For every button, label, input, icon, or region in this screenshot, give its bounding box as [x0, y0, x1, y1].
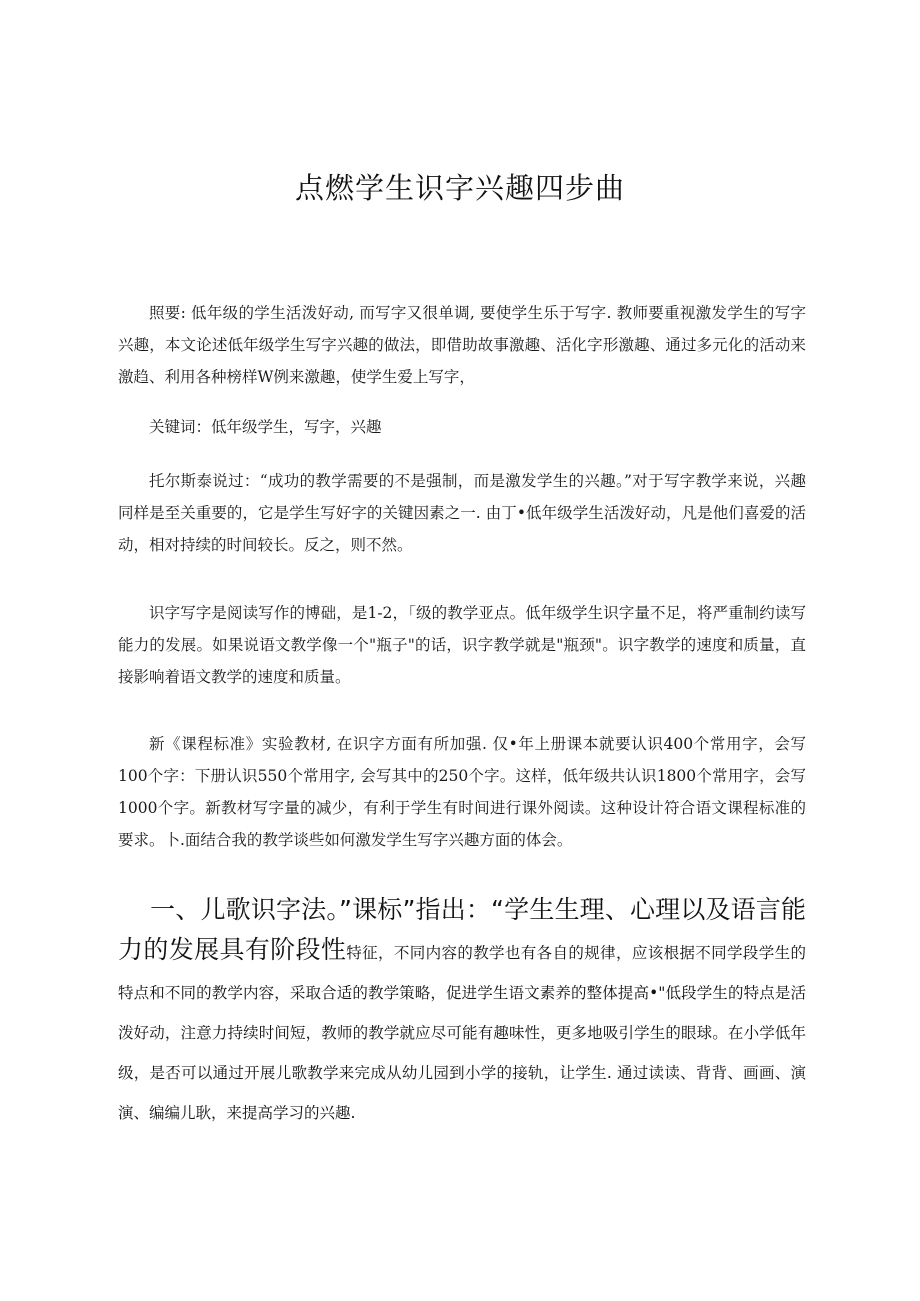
body-paragraph: 托尔斯泰说过：“成功的教学需要的不是强制，而是激发学生的兴趣。”对于写字教学来说，兴趣同样是至关重要的，它是学生写好字的关键因素之一. 由丁•低年级学生活泼好动，凡是他们喜爱的活动，相对持续的时间较长。反之，则不然。 — [118, 472, 806, 554]
section-one-heading: 一、儿歌识字法。”课标”指出：“学生生理、心理以及语言能力的发展具有阶段性 — [118, 895, 806, 964]
section-one-body: 特征，不同内容的教学也有各自的规律，应该根据不同学段学生的特点和不同的教学内容，采取合适的教学策略，促进学生语文素养的整体提高•"低段学生的特点是活泼好动，注意力持续时间短，教师的教学就应尽可能有趣味性，更多地吸引学生的眼球。在小学低年级，是否可以通过开展儿歌教学来完成从幼儿园到小学的接轨，让学生. 通过读读、背背、画画、演演、编编儿耿，来提高学习的兴趣. — [118, 944, 806, 1122]
section-one — [118, 890, 806, 1133]
keywords-line: 关键词：低年级学生，写字，兴趣 — [149, 418, 382, 436]
document-title: 点燃学生识字兴趣四步曲 — [294, 171, 625, 205]
body-paragraph: 识字写字是阅读写作的博础，是1-2，「级的教学亚点。低年级学生识字量不足，将严重制约读写能力的发展。如果说语文教学像一个"瓶子"的话，识字教学就是"瓶颈"。识字教学的速度和质量，直接影响着语文教学的速度和质量。 — [118, 604, 806, 686]
abstract-paragraph: 照要: 低年级的学生活泼好动, 而写字又很单调, 要使学生乐于写字. 教师要重视激发学生的写字兴趣，本文论述低年级学生写字兴趣的做法，即借助故事激趣、活化字形激趣、通过多元化的活动来激趋、利用各种榜样W例来激趣，使学生爱上写字， — [118, 304, 806, 386]
body-paragraph: 新《课程标准》实验教材, 在识字方面有所加强. 仅•年上册课本就要认识400个常用字，会写100个字：下册认识550个常用字, 会写其中的250个字。这样，低年级共认识1800个常用字，会写1000个字。新教材写字量的减少，有利于学生有时间进行课外阅读。这种设计符合语文课程标准的要求。卜.面结合我的教学谈些如何激发学生写字兴趣方面的体会。 — [118, 735, 806, 849]
